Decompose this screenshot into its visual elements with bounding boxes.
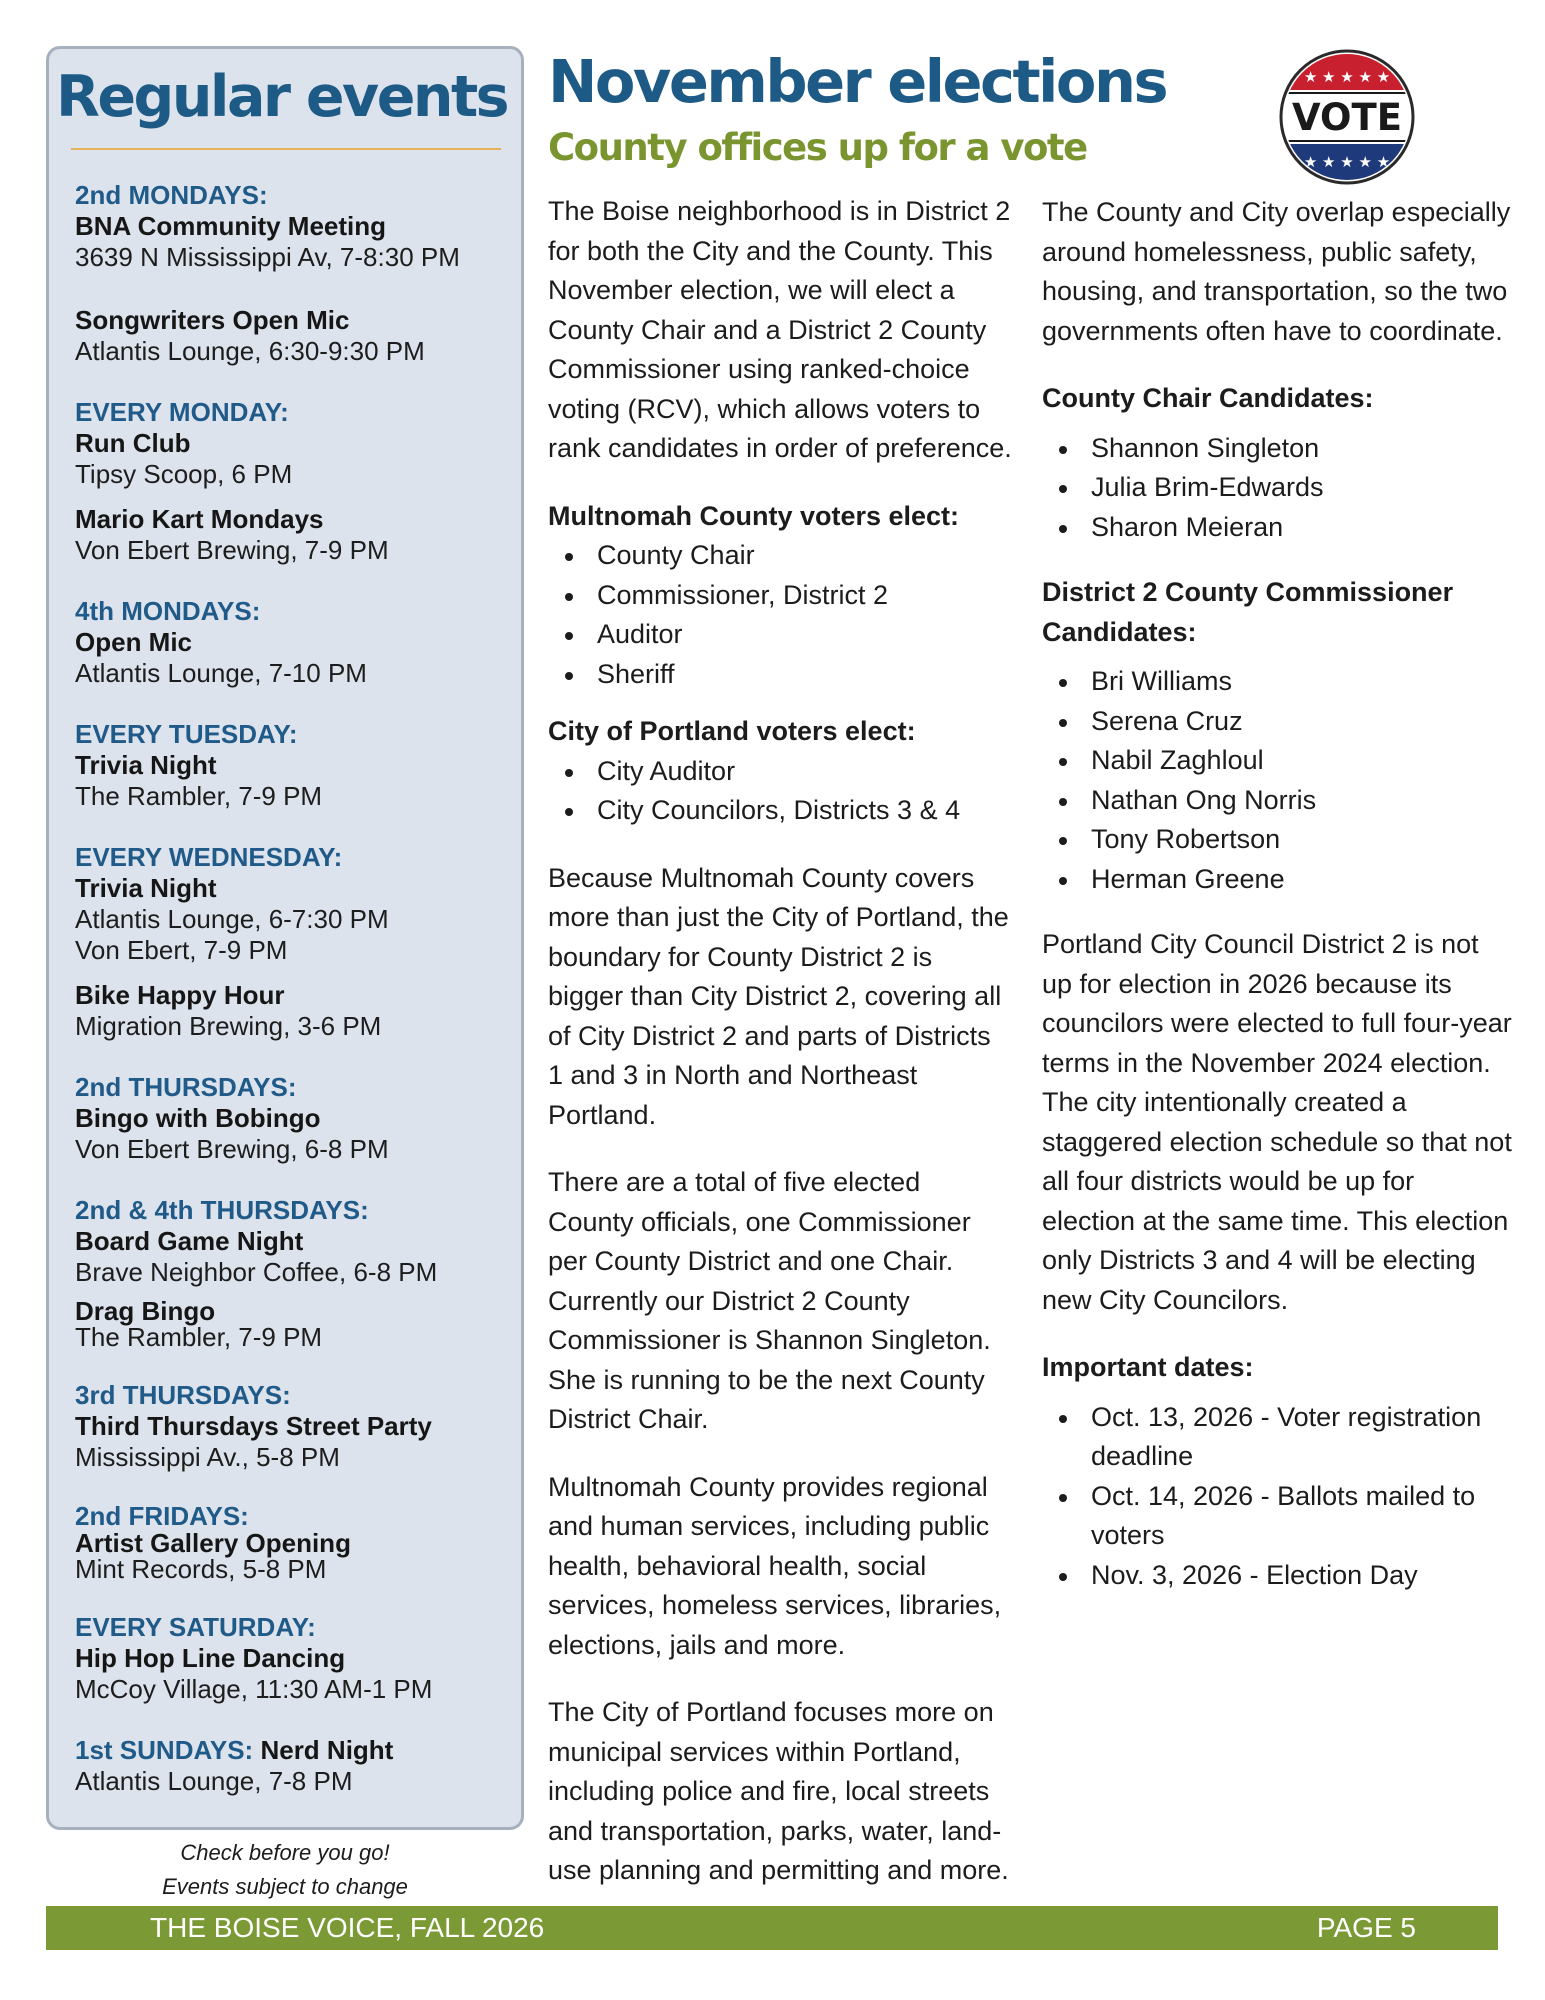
event-group (75, 1072, 497, 1165)
list-item: Tony Robertson (1042, 820, 1512, 860)
sidebar-divider (71, 148, 501, 150)
city-offices-heading: City of Portland voters elect: (548, 716, 916, 746)
publication-name: THE BOISE VOICE, FALL 2026 (150, 1912, 545, 1943)
event-name: Nerd Night (260, 1735, 394, 1765)
list-item: Serena Cruz (1042, 702, 1512, 742)
event-item (75, 428, 497, 490)
event-name: Trivia Night (75, 750, 217, 780)
event-place: McCoy Village, 11:30 AM-1 PM (75, 1674, 433, 1704)
page-number: PAGE 5 (1316, 1912, 1416, 1943)
event-place: Atlantis Lounge, 7-8 PM (75, 1766, 353, 1796)
overlap-paragraph: The County and City overlap especially around homelessness, public safety, housing, and transportation, so the two governments often have to coordinate. (1042, 197, 1511, 346)
list-item: Julia Brim-Edwards (1042, 468, 1512, 508)
article-subtitle: County offices up for a vote (548, 126, 1087, 169)
event-group (75, 842, 497, 1042)
commissioner-candidates-list (1042, 662, 1512, 899)
important-dates-list (1042, 1398, 1512, 1596)
event-item (75, 1411, 497, 1473)
important-dates-heading: Important dates: (1042, 1352, 1254, 1382)
chair-candidates-list (1042, 429, 1512, 548)
event-item (75, 1103, 497, 1165)
county-services-paragraph: Multnomah County provides regional and human services, including public health, behavioral health, social services, homeless services, libraries, elections, jails and more. (548, 1471, 1002, 1660)
list-item: Nov. 3, 2026 - Election Day (1042, 1556, 1512, 1596)
event-day: EVERY SATURDAY: (75, 1612, 316, 1642)
event-group (75, 1503, 497, 1582)
city-offices-list (548, 752, 1013, 831)
list-item: Shannon Singleton (1042, 429, 1512, 469)
event-place: The Rambler, 7-9 PM (75, 781, 323, 811)
boundary-paragraph: Because Multnomah County covers more than just the City of Portland, the boundary for County District 2 is bigger than City District 2, covering all of City District 2 and parts of Districts 1 and 3 in North and Northeast Portland. (548, 862, 1009, 1130)
svg-text:★ ★ ★ ★ ★: ★ ★ ★ ★ ★ (1303, 68, 1391, 86)
list-item: Bri Williams (1042, 662, 1512, 702)
vote-badge-icon (1278, 48, 1416, 186)
event-day: 2nd MONDAYS: (75, 180, 268, 210)
list-item: Oct. 14, 2026 - Ballots mailed to voters (1042, 1477, 1512, 1556)
event-name: Run Club (75, 428, 191, 458)
event-place: The Rambler, 7-9 PM (75, 1322, 323, 1352)
event-group (75, 1380, 497, 1473)
county-offices-list (548, 536, 1013, 694)
event-item (75, 1530, 497, 1582)
event-name: BNA Community Meeting (75, 211, 387, 241)
regular-events-sidebar (46, 46, 524, 1830)
event-day: EVERY MONDAY: (75, 397, 289, 427)
event-name: Open Mic (75, 627, 193, 657)
event-day-label: 1st SUNDAYS: (75, 1735, 254, 1765)
event-day: 2nd THURSDAYS: (75, 1072, 297, 1102)
list-item: County Chair (548, 536, 1013, 576)
event-item (75, 305, 497, 367)
event-group (75, 397, 497, 566)
list-item: Sharon Meieran (1042, 508, 1512, 548)
list-item: Nabil Zaghloul (1042, 741, 1512, 781)
event-name: Trivia Night (75, 873, 217, 903)
event-item (75, 1298, 497, 1350)
event-name: Hip Hop Line Dancing (75, 1643, 346, 1673)
article-column-2 (1042, 193, 1512, 1621)
event-place: Brave Neighbor Coffee, 6-8 PM (75, 1257, 438, 1287)
events-disclaimer (46, 1836, 524, 1904)
event-place: Atlantis Lounge, 6-7:30 PM (75, 904, 389, 934)
event-name: Artist Gallery Opening (75, 1528, 351, 1558)
disclaimer-line: Events subject to change (162, 1874, 408, 1899)
event-item (75, 211, 497, 273)
event-item (75, 1226, 497, 1288)
event-place: Mint Records, 5-8 PM (75, 1554, 327, 1584)
event-name: Songwriters Open Mic (75, 305, 350, 335)
council-paragraph: Portland City Council District 2 is not up for election in 2026 because its councilors were elected to full four-year terms in the November 2024 election. The city intentionally created a staggered election schedule so that not all four districts would be up for election at the same time. This election only Districts 3 and 4 will be electing new City Councilors. (1042, 929, 1512, 1315)
event-day: 2nd & 4th THURSDAYS: (75, 1195, 369, 1225)
event-place: Von Ebert Brewing, 7-9 PM (75, 535, 389, 565)
event-day (75, 1735, 497, 1766)
event-day: 2nd FRIDAYS: (75, 1501, 249, 1531)
event-name: Mario Kart Mondays (75, 504, 324, 534)
event-place: Von Ebert Brewing, 6-8 PM (75, 1134, 389, 1164)
event-group (75, 180, 497, 367)
event-group (75, 596, 497, 689)
event-name: Drag Bingo (75, 1296, 216, 1326)
event-place: Migration Brewing, 3-6 PM (75, 1011, 382, 1041)
intro-paragraph: The Boise neighborhood is in District 2 for both the City and the County. This November election, we will elect a County Chair and a District 2 County Commissioner using ranked-choice voting (RCV), which allows voters to rank candidates in order of preference. (548, 196, 1012, 463)
event-name: Bingo with Bobingo (75, 1103, 321, 1133)
event-place: Atlantis Lounge, 6:30-9:30 PM (75, 336, 425, 366)
event-place: 3639 N Mississippi Av, 7-8:30 PM (75, 242, 460, 272)
city-services-paragraph: The City of Portland focuses more on municipal services within Portland, including police and fire, local streets and transportation, parks, water, land-use planning and permitting and more. (548, 1697, 1009, 1885)
list-item: City Auditor (548, 752, 1013, 792)
list-item: Oct. 13, 2026 - Voter registration deadline (1042, 1398, 1512, 1477)
event-place: Mississippi Av., 5-8 PM (75, 1442, 340, 1472)
event-name: Board Game Night (75, 1226, 304, 1256)
list-item: City Councilors, Districts 3 & 4 (548, 791, 1013, 831)
event-item (75, 627, 497, 689)
list-item: Herman Greene (1042, 860, 1512, 900)
event-place: Tipsy Scoop, 6 PM (75, 459, 293, 489)
article-title: November elections (548, 47, 1167, 116)
page-footer (46, 1906, 1498, 1950)
event-group (75, 1612, 497, 1705)
list-item: Nathan Ong Norris (1042, 781, 1512, 821)
event-place: Atlantis Lounge, 7-10 PM (75, 658, 367, 688)
event-group (75, 1195, 497, 1350)
chair-candidates-heading: County Chair Candidates: (1042, 383, 1374, 413)
event-name: Third Thursdays Street Party (75, 1411, 432, 1441)
event-day: EVERY TUESDAY: (75, 719, 298, 749)
sidebar-title: Regular events (56, 64, 508, 130)
disclaimer-line: Check before you go! (180, 1840, 390, 1865)
event-group (75, 1735, 497, 1797)
list-item: Auditor (548, 615, 1013, 655)
article-column-1 (548, 192, 1013, 1919)
svg-text:★ ★ ★ ★ ★: ★ ★ ★ ★ ★ (1303, 153, 1391, 171)
event-place: Von Ebert, 7-9 PM (75, 935, 288, 965)
event-group (75, 719, 497, 812)
commissioner-candidates-heading: District 2 County Commissioner Candidates: (1042, 577, 1454, 647)
officials-paragraph: There are a total of five elected County officials, one Commissioner per County District and one Chair. Currently our District 2 County Commissioner is Shannon Singleton. She is running to be the next County District Chair. (548, 1167, 991, 1434)
list-item: Sheriff (548, 655, 1013, 695)
event-item (75, 504, 497, 566)
event-day: 4th MONDAYS: (75, 596, 261, 626)
badge-text: VOTE (1292, 96, 1402, 139)
event-name: Bike Happy Hour (75, 980, 285, 1010)
event-item (75, 873, 497, 966)
list-item: Commissioner, District 2 (548, 576, 1013, 616)
event-item (75, 980, 497, 1042)
event-item (75, 1643, 497, 1705)
county-offices-heading: Multnomah County voters elect: (548, 500, 960, 531)
event-day: EVERY WEDNESDAY: (75, 842, 343, 872)
event-day: 3rd THURSDAYS: (75, 1380, 291, 1410)
event-item (75, 750, 497, 812)
